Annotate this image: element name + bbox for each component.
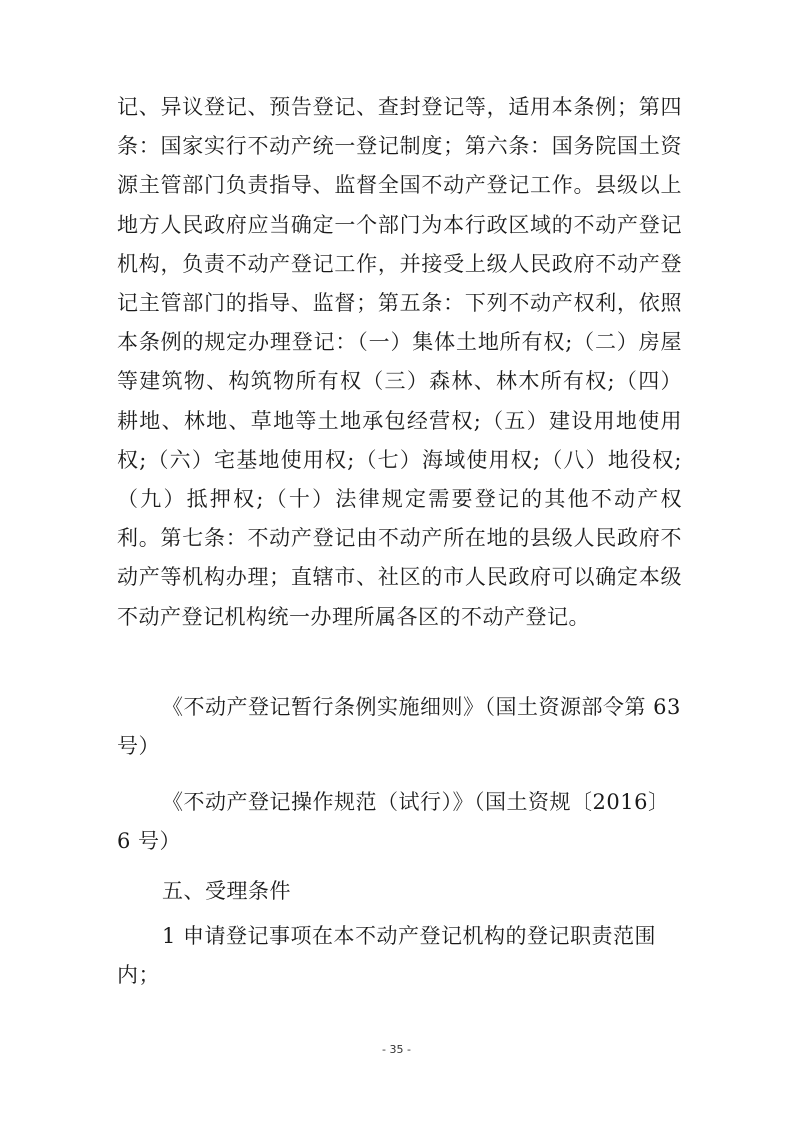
- reference-implementation-rules: 《不动产登记暂行条例实施细则》（国土资源部令第 63 号）: [117, 695, 681, 759]
- reference-operation-standard: 《不动产登记操作规范（试行）》（国土资规〔2016〕6 号）: [117, 790, 670, 854]
- continued-paragraph: 记、异议登记、预告登记、查封登记等，适用本条例；第四条：国家实行不动产统一登记制度；第六条：国务院国土资源主管部门负责指导、监督全国不动产登记工作。县级以上地方人民政府应当确定一个部门为本行政区域的不动产登记机构，负责不动产登记工作，并接受上级人民政府不动产登记主管部门的指导、监督；第五条：下列不动产权利，依照本条例的规定办理登记：（一）集体土地所有权;（二）房屋等建筑物、构筑物所有权（三）森林、林木所有权;（四）耕地、林地、草地等土地承包经营权;（五）建设用地使用权;（六）宅基地使用权;（七）海域使用权;（八）地役权;（九）抵押权;（十）法律规定需要登记的其他不动产权利。第七条：不动产登记由不动产所在地的县级人民政府不动产等机构办理；直辖市、社区的市人民政府可以确定本级不动产登记机构统一办理所属各区的不动产登记。: [117, 95, 682, 629]
- section-heading: 五、受理条件: [162, 879, 291, 903]
- page-number: - 35 -: [382, 1043, 411, 1056]
- condition-item-1: 1 申请登记事项在本不动产登记机构的登记职责范围内；: [117, 924, 657, 988]
